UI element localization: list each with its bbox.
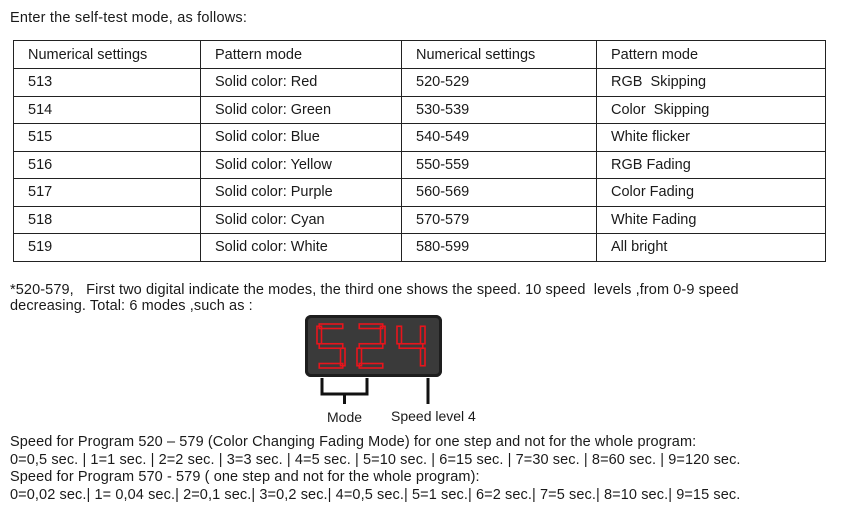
table-cell: 560-569 xyxy=(402,179,597,207)
speed-line-4: 0=0,02 sec.| 1= 0,04 sec.| 2=0,1 sec.| 3=0,2 sec.| 4=0,5 sec.| 5=1 sec.| 6=2 sec.| 7=5 sec.| 8=10 sec.| 9=15 sec. xyxy=(10,487,741,504)
table-row xyxy=(14,179,826,207)
speed-line-2: 0=0,5 sec. | 1=1 sec. | 2=2 sec. | 3=3 sec. | 4=5 sec. | 5=10 sec. | 6=15 sec. | 7=30 sec. | 8=60 sec. | 9=120 sec. xyxy=(10,451,741,468)
segment-d xyxy=(359,364,383,369)
header-numerical-settings-1: Numerical settings xyxy=(14,41,201,69)
table-row xyxy=(14,124,826,152)
table-cell: White flicker xyxy=(597,124,826,152)
segment-g xyxy=(319,344,343,349)
table-cell: 550-559 xyxy=(402,151,597,179)
table-cell: All bright xyxy=(597,234,826,262)
segment-g xyxy=(399,344,423,349)
table-cell: 580-599 xyxy=(402,234,597,262)
table-row xyxy=(14,234,826,262)
speed-line-1: Speed for Program 520 – 579 (Color Changing Fading Mode) for one step and not for the whole program: xyxy=(10,434,697,450)
segment-b xyxy=(421,326,426,344)
header-numerical-settings-2: Numerical settings xyxy=(402,41,597,69)
table-cell: Color Fading xyxy=(597,179,826,207)
self-test-table xyxy=(13,40,826,262)
mode-bracket-icon xyxy=(315,378,435,408)
segment-d xyxy=(319,364,343,369)
table-cell: 515 xyxy=(14,124,201,152)
table-row xyxy=(14,206,826,234)
segment-g xyxy=(359,344,383,349)
table-cell: 516 xyxy=(14,151,201,179)
digit-2 xyxy=(357,324,385,368)
header-pattern-mode-2: Pattern mode xyxy=(597,41,826,69)
table-cell: Solid color: Purple xyxy=(201,179,402,207)
table-cell: Solid color: Green xyxy=(201,96,402,124)
digit-4 xyxy=(397,326,425,366)
speed-line-3: Speed for Program 570 - 579 ( one step and not for the whole program): xyxy=(10,469,480,486)
table-row xyxy=(14,96,826,124)
table-header-row xyxy=(14,41,826,69)
table-row xyxy=(14,151,826,179)
segment-f xyxy=(397,326,402,344)
seven-segment-digits xyxy=(305,315,442,377)
table-cell: 570-579 xyxy=(402,206,597,234)
table-cell: Color Skipping xyxy=(597,96,826,124)
header-pattern-mode-1: Pattern mode xyxy=(201,41,402,69)
note-line-2: decreasing. Total: 6 modes ,such as : xyxy=(10,297,253,314)
table-cell: 518 xyxy=(14,206,201,234)
table-row xyxy=(14,69,826,97)
speed-level-label: Speed level 4 xyxy=(391,408,476,424)
table-cell: Solid color: Yellow xyxy=(201,151,402,179)
segment-c xyxy=(421,348,426,366)
note-line-1: *520-579, First two digital indicate the modes, the third one shows the speed. 10 speed levels ,from 0-9 speed xyxy=(10,282,739,298)
segment-a xyxy=(319,324,343,329)
table-cell: 514 xyxy=(14,96,201,124)
speed-programs xyxy=(10,434,850,505)
table-cell: 513 xyxy=(14,69,201,97)
mode-label: Mode xyxy=(327,409,363,425)
table-cell: Solid color: Blue xyxy=(201,124,402,152)
seven-segment-display xyxy=(305,315,442,377)
table-cell: 519 xyxy=(14,234,201,262)
table-cell: RGB Fading xyxy=(597,151,826,179)
digit-5 xyxy=(317,324,345,368)
table-cell: Solid color: White xyxy=(201,234,402,262)
table-cell: Solid color: Red xyxy=(201,69,402,97)
segment-a xyxy=(359,324,383,329)
table-cell: 520-529 xyxy=(402,69,597,97)
speed-note xyxy=(10,283,840,314)
table-cell: RGB Skipping xyxy=(597,69,826,97)
table-cell: 540-549 xyxy=(402,124,597,152)
table-cell: Solid color: Cyan xyxy=(201,206,402,234)
table-cell: White Fading xyxy=(597,206,826,234)
intro-text: Enter the self-test mode, as follows: xyxy=(10,10,248,26)
table-cell: 517 xyxy=(14,179,201,207)
table-cell: 530-539 xyxy=(402,96,597,124)
